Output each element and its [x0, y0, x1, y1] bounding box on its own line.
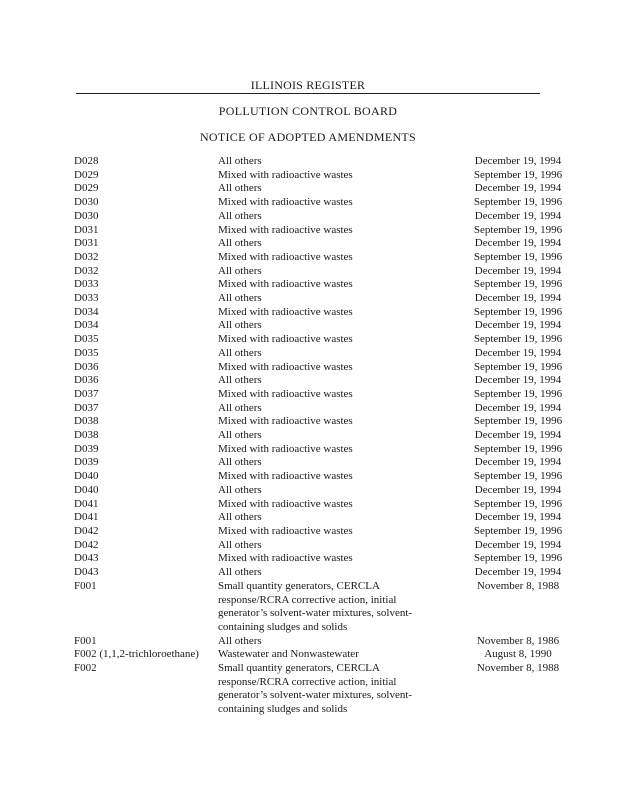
waste-description: All others: [218, 155, 262, 167]
waste-code: D037: [74, 401, 99, 414]
header-rule: [76, 93, 540, 94]
waste-description: All others: [218, 292, 262, 305]
effective-date: September 19, 1996: [473, 497, 563, 510]
waste-description: Mixed with radioactive wastes: [218, 360, 353, 373]
waste-code: F002: [74, 662, 97, 675]
waste-description: Mixed with radioactive wastes: [218, 305, 353, 318]
effective-date: December 19, 1994: [474, 566, 562, 579]
effective-date: November 8, 1988: [476, 579, 560, 592]
waste-code: D042: [74, 538, 99, 551]
waste-description: All others: [218, 319, 262, 332]
description-line: generator’s solvent-water mixtures, solvent-: [218, 607, 413, 620]
waste-description: Mixed with radioactive wastes: [218, 333, 353, 346]
board-name: POLLUTION CONTROL BOARD: [218, 104, 398, 118]
description-line: response/RCRA corrective action, initial: [218, 675, 397, 688]
table-row: [74, 648, 606, 662]
table-row: [74, 306, 606, 320]
table-row: [74, 580, 606, 635]
effective-date: September 19, 1996: [473, 360, 563, 373]
notice-title: NOTICE OF ADOPTED AMENDMENTS: [199, 130, 417, 144]
effective-date: December 19, 1994: [474, 319, 562, 332]
table-row: [74, 415, 606, 429]
table-row: [74, 511, 606, 525]
waste-code: D036: [74, 374, 99, 387]
description-line: Small quantity generators, CERCLA: [218, 579, 380, 592]
waste-description: All others: [218, 483, 262, 496]
effective-date: December 19, 1994: [474, 346, 562, 359]
effective-date: December 19, 1994: [474, 182, 562, 195]
waste-description: Mixed with radioactive wastes: [218, 278, 353, 291]
table-row: [74, 319, 606, 333]
effective-date: December 19, 1994: [474, 264, 562, 277]
effective-date: September 19, 1996: [473, 278, 563, 291]
table-row: [74, 566, 606, 580]
table-row: [74, 525, 606, 539]
waste-code: D034: [74, 319, 99, 332]
waste-code: D035: [74, 346, 99, 359]
waste-code: D042: [74, 524, 99, 537]
table-row: [74, 429, 606, 443]
waste-description: All others: [218, 182, 262, 195]
waste-description: Mixed with radioactive wastes: [218, 415, 353, 428]
waste-code: F001: [74, 634, 97, 647]
waste-description: All others: [218, 264, 262, 277]
waste-description: [218, 662, 430, 717]
waste-description: Mixed with radioactive wastes: [218, 442, 353, 455]
effective-date: September 19, 1996: [473, 470, 563, 483]
waste-code: D033: [74, 292, 99, 305]
table-row: [74, 498, 606, 512]
waste-description: Mixed with radioactive wastes: [218, 497, 353, 510]
effective-date: September 19, 1996: [473, 333, 563, 346]
effective-date: December 19, 1994: [474, 292, 562, 305]
waste-code: D043: [74, 552, 99, 565]
waste-description: All others: [218, 401, 262, 414]
description-line: generator’s solvent-water mixtures, solvent-: [218, 689, 413, 702]
waste-description: All others: [218, 237, 262, 250]
waste-description: All others: [218, 511, 262, 524]
waste-description: Mixed with radioactive wastes: [218, 387, 353, 400]
waste-code: D032: [74, 264, 99, 277]
effective-date: December 19, 1994: [474, 374, 562, 387]
table-row: [74, 470, 606, 484]
effective-date: November 8, 1988: [476, 662, 560, 675]
effective-date: September 19, 1996: [473, 168, 563, 181]
effective-date: December 19, 1994: [474, 237, 562, 250]
table-row: [74, 456, 606, 470]
table-row: [74, 484, 606, 498]
waste-code: D034: [74, 305, 99, 318]
waste-description: All others: [218, 346, 262, 359]
waste-description: Mixed with radioactive wastes: [218, 196, 353, 209]
waste-description: All others: [218, 374, 262, 387]
table-row: [74, 265, 606, 279]
waste-code: F001: [74, 579, 97, 592]
table-row: [74, 635, 606, 649]
effective-date: December 19, 1994: [474, 483, 562, 496]
effective-date: December 19, 1994: [474, 511, 562, 524]
waste-code: D040: [74, 470, 99, 483]
effective-date: September 19, 1996: [473, 415, 563, 428]
table-row: [74, 224, 606, 238]
waste-description: All others: [218, 538, 262, 551]
table-row: [74, 388, 606, 402]
waste-description: All others: [218, 566, 262, 579]
effective-date: September 19, 1996: [473, 524, 563, 537]
waste-code: D038: [74, 429, 99, 442]
waste-code: D032: [74, 250, 99, 263]
table-row: [74, 361, 606, 375]
waste-code: D029: [74, 182, 99, 195]
waste-code: D029: [74, 168, 99, 181]
table-row: [74, 196, 606, 210]
description-line: containing sludges and solids: [218, 620, 348, 633]
waste-code: D039: [74, 442, 99, 455]
register-title: ILLINOIS REGISTER: [250, 78, 366, 92]
waste-description: Mixed with radioactive wastes: [218, 552, 353, 565]
table-row: [74, 374, 606, 388]
waste-description: All others: [218, 634, 262, 647]
waste-description: [218, 580, 430, 635]
table-row: [74, 539, 606, 553]
table-row: [74, 155, 606, 169]
waste-code: D031: [74, 237, 99, 250]
effective-date: September 19, 1996: [473, 442, 563, 455]
waste-code: D040: [74, 483, 99, 496]
effective-date: December 19, 1994: [474, 155, 562, 167]
waste-description: Mixed with radioactive wastes: [218, 470, 353, 483]
table-row: [74, 278, 606, 292]
effective-date: September 19, 1996: [473, 387, 563, 400]
waste-code: D039: [74, 456, 99, 469]
table-row: [74, 552, 606, 566]
waste-description: Mixed with radioactive wastes: [218, 168, 353, 181]
description-line: response/RCRA corrective action, initial: [218, 593, 397, 606]
waste-code: F002 (1,1,2-trichloroethane): [74, 648, 199, 661]
effective-date: September 19, 1996: [473, 305, 563, 318]
description-line: containing sludges and solids: [218, 703, 348, 716]
table-row: [74, 443, 606, 457]
waste-description: All others: [218, 456, 262, 469]
waste-description: Wastewater and Nonwastewater: [218, 648, 359, 661]
effective-date: December 19, 1994: [474, 429, 562, 442]
effective-date: December 19, 1994: [474, 456, 562, 469]
waste-description: All others: [218, 209, 262, 222]
table-row: [74, 347, 606, 361]
waste-code: D031: [74, 223, 99, 236]
waste-code-table: [74, 155, 606, 717]
effective-date: September 19, 1996: [473, 196, 563, 209]
waste-code: D041: [74, 511, 99, 524]
waste-code: D030: [74, 196, 99, 209]
waste-code: D043: [74, 566, 99, 579]
waste-code: D028: [74, 155, 99, 167]
description-line: Small quantity generators, CERCLA: [218, 662, 380, 675]
effective-date: December 19, 1994: [474, 209, 562, 222]
effective-date: December 19, 1994: [474, 538, 562, 551]
waste-code: D030: [74, 209, 99, 222]
waste-description: Mixed with radioactive wastes: [218, 223, 353, 236]
effective-date: September 19, 1996: [473, 250, 563, 263]
waste-description: Mixed with radioactive wastes: [218, 250, 353, 263]
effective-date: September 19, 1996: [473, 223, 563, 236]
waste-description: All others: [218, 429, 262, 442]
waste-code: D041: [74, 497, 99, 510]
table-row: [74, 210, 606, 224]
waste-code: D035: [74, 333, 99, 346]
table-row: [74, 402, 606, 416]
waste-code: D033: [74, 278, 99, 291]
effective-date: August 8, 1990: [484, 648, 552, 661]
table-row: [74, 292, 606, 306]
effective-date: September 19, 1996: [473, 552, 563, 565]
table-row: [74, 237, 606, 251]
waste-code: D038: [74, 415, 99, 428]
table-row: [74, 169, 606, 183]
waste-code: D037: [74, 387, 99, 400]
effective-date: December 19, 1994: [474, 401, 562, 414]
table-row: [74, 251, 606, 265]
waste-description: Mixed with radioactive wastes: [218, 524, 353, 537]
waste-code: D036: [74, 360, 99, 373]
table-row: [74, 662, 606, 717]
table-row: [74, 333, 606, 347]
effective-date: November 8, 1986: [476, 634, 560, 647]
table-row: [74, 182, 606, 196]
